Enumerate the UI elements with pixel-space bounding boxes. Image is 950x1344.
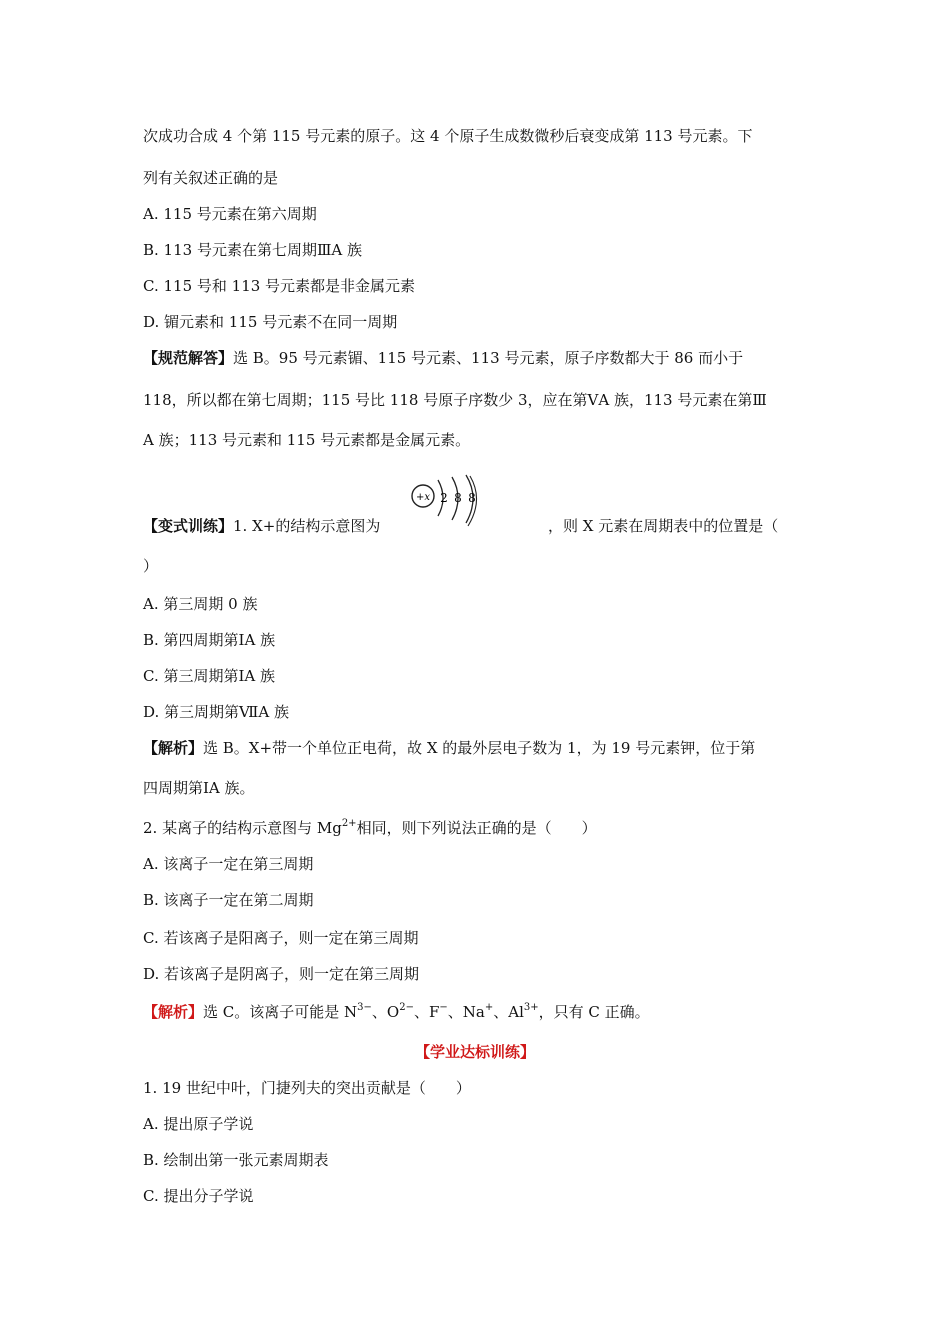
shell-count: 8 [468, 491, 476, 505]
variant-question-line: 【变式训练】1. X+的结构示意图为 [143, 517, 381, 535]
variant-label: 【变式训练】 [143, 517, 234, 535]
option-c: C. 第三周期第ⅠA 族 [143, 667, 276, 685]
analysis-line: 【解析】选 B。X+带一个单位正电荷，故 X 的最外层电子数为 1，为 19 号元素钾，位于第 [143, 739, 756, 757]
option-b: B. 第四周期第ⅠA 族 [143, 631, 276, 649]
question-1: 1. 19 世纪中叶，门捷列夫的突出贡献是（ ） [143, 1079, 471, 1097]
option-a: A. 115 号元素在第六周期 [143, 205, 317, 223]
variant-question-suffix: ，则 X 元素在周期表中的位置是（ [548, 517, 779, 535]
option-d: D. 若该离子是阴离子，则一定在第三周期 [143, 965, 420, 983]
atomic-structure-diagram [408, 474, 484, 528]
question-close-paren: ） [143, 557, 159, 575]
option-d: D. 镅元素和 115 号元素不在同一周期 [143, 313, 398, 331]
answer-label: 【规范解答】 [143, 349, 234, 367]
paragraph-line: 次成功合成 4 个第 115 号元素的原子。这 4 个原子生成数微秒后衰变成第 113 号元素。下 [143, 127, 753, 145]
analysis-line: 【解析】选 C。该离子可能是 $N^{3-}$、$O^{2-}$、F−、Na+、$Al^{3+}$，只有 C 正确。 [143, 1002, 650, 1021]
option-a: A. 该离子一定在第三周期 [143, 855, 314, 873]
option-a: A. 提出原子学说 [143, 1115, 254, 1133]
shell-count: 2 [440, 491, 448, 505]
option-a: A. 第三周期 0 族 [143, 595, 258, 613]
answer-line: 【规范解答】选 B。95 号元素镅、115 号元素、113 号元素，原子序数都大于 86 而小于 [143, 349, 744, 367]
analysis-label: 【解析】 [143, 739, 204, 757]
option-c: C. 115 号和 113 号元素都是非金属元素 [143, 277, 416, 295]
option-c: C. 提出分子学说 [143, 1187, 254, 1205]
shell-count: 8 [454, 491, 462, 505]
analysis-line: 四周期第ⅠA 族。 [143, 779, 255, 797]
answer-line: A 族；113 号元素和 115 号元素都是金属元素。 [143, 431, 471, 449]
nucleus-charge: +x [415, 492, 431, 503]
option-b: B. 113 号元素在第七周期ⅢA 族 [143, 241, 363, 259]
option-c: C. 若该离子是阳离子，则一定在第三周期 [143, 929, 419, 947]
question-2: 2. 某离子的结构示意图与 $Mg^{2+}$相同，则下列说法正确的是（ ） [143, 818, 597, 837]
option-d: D. 第三周期第ⅦA 族 [143, 703, 289, 721]
answer-line: 118，所以都在第七周期；115 号比 118 号原子序数少 3，应在第ⅤA 族，113 号元素在第Ⅲ [143, 391, 767, 409]
option-b: B. 该离子一定在第二周期 [143, 891, 314, 909]
paragraph-line: 列有关叙述正确的是 [143, 169, 279, 187]
option-b: B. 绘制出第一张元素周期表 [143, 1151, 329, 1169]
section-heading: 【学业达标训练】 [414, 1043, 535, 1061]
analysis-label: 【解析】 [143, 1003, 204, 1021]
